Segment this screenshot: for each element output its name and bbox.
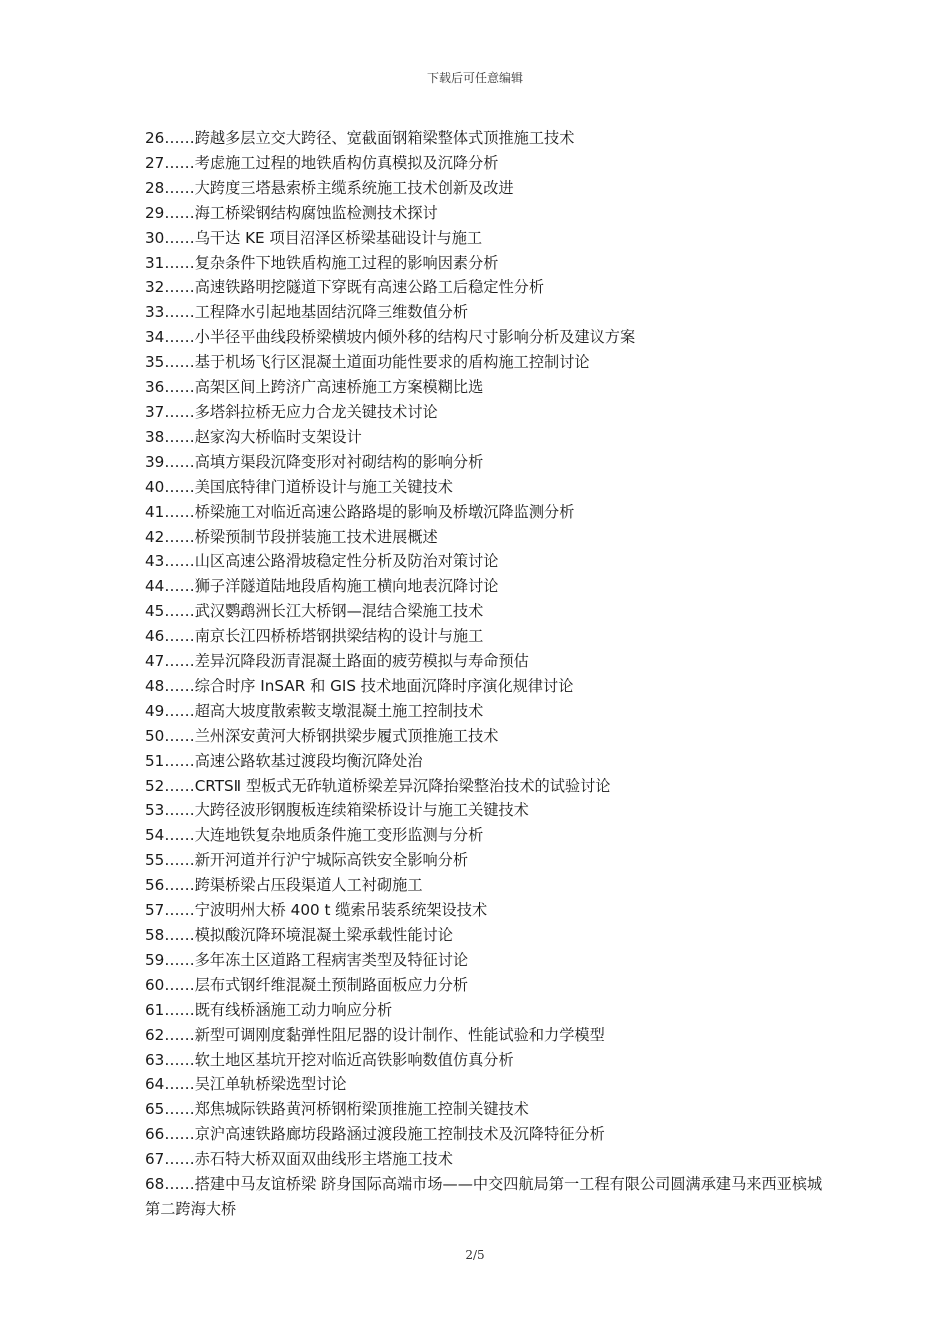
list-item: 57……宁波明州大桥 400 t 缆索吊装系统架设技术 — [145, 901, 488, 920]
list-item: 32……高速铁路明挖隧道下穿既有高速公路工后稳定性分析 — [145, 278, 545, 297]
list-item: 65……郑焦城际铁路黄河桥钢桁梁顶推施工控制关键技术 — [145, 1100, 529, 1119]
list-item: 66……京沪高速铁路廊坊段路涵过渡段施工控制技术及沉降特征分析 — [145, 1125, 605, 1144]
list-item: 43……山区高速公路滑坡稳定性分析及防治对策讨论 — [145, 552, 499, 571]
list-item: 29……海工桥梁钢结构腐蚀监检测技术探讨 — [145, 203, 438, 222]
list-item: 56……跨渠桥梁占压段渠道人工衬砌施工 — [145, 876, 423, 895]
list-item: 52……CRTSⅡ 型板式无砟轨道桥梁差异沉降抬梁整治技术的试验讨论 — [145, 776, 611, 795]
list-item: 54……大连地铁复杂地质条件施工变形监测与分析 — [145, 826, 484, 845]
list-item: 34……小半径平曲线段桥梁横坡内倾外移的结构尺寸影响分析及建议方案 — [145, 328, 636, 347]
list-item: 64……吴江单轨桥梁选型讨论 — [145, 1075, 347, 1094]
list-item: 53……大跨径波形钢腹板连续箱梁桥设计与施工关键技术 — [145, 801, 529, 820]
list-item: 67……赤石特大桥双面双曲线形主塔施工技术 — [145, 1150, 453, 1169]
list-item: 63……软土地区基坑开挖对临近高铁影响数值仿真分析 — [145, 1050, 514, 1069]
list-item: 68……搭建中马友谊桥梁 跻身国际高端市场——中交四航局第一工程有限公司圆满承建马来西亚槟城第二跨海大桥 — [145, 1175, 823, 1218]
list-item: 37……多塔斜拉桥无应力合龙关键技术讨论 — [145, 402, 438, 421]
list-item: 36……高架区间上跨济广高速桥施工方案模糊比选 — [145, 378, 484, 397]
list-item: 30……乌干达 KE 项目沼泽区桥梁基础设计与施工 — [145, 228, 483, 247]
reference-list — [145, 126, 825, 1222]
list-item: 44……狮子洋隧道陆地段盾构施工横向地表沉降讨论 — [145, 577, 499, 596]
list-item: 38……赵家沟大桥临时支架设计 — [145, 427, 362, 446]
list-item: 26……跨越多层立交大跨径、宽截面钢箱梁整体式顶推施工技术 — [145, 129, 575, 147]
list-item: 41……桥梁施工对临近高速公路路堤的影响及桥墩沉降监测分析 — [145, 502, 575, 521]
list-item: 42……桥梁预制节段拼装施工技术进展概述 — [145, 527, 438, 546]
list-item: 47……差异沉降段沥青混凝土路面的疲劳模拟与寿命预估 — [145, 652, 529, 671]
list-item: 35……基于机场飞行区混凝土道面功能性要求的盾构施工控制讨论 — [145, 353, 590, 372]
list-item: 50……兰州深安黄河大桥钢拱梁步履式顶推施工技术 — [145, 726, 499, 745]
list-item: 58……模拟酸沉降环境混凝土梁承载性能讨论 — [145, 926, 453, 944]
page-number: 2/5 — [465, 1248, 485, 1262]
list-item: 55……新开河道并行沪宁城际高铁安全影响分析 — [145, 851, 469, 870]
list-item: 27……考虑施工过程的地铁盾构仿真模拟及沉降分析 — [145, 153, 499, 172]
page-header: 下载后可任意编辑 — [426, 71, 523, 85]
list-item: 33……工程降水引起地基固结沉降三维数值分析 — [145, 303, 469, 322]
list-item: 46……南京长江四桥桥塔钢拱梁结构的设计与施工 — [145, 627, 484, 646]
list-item: 49……超高大坡度散索鞍支墩混凝土施工控制技术 — [145, 701, 484, 720]
list-item: 39……高填方渠段沉降变形对衬砌结构的影响分析 — [145, 452, 484, 471]
list-item: 40……美国底特律门道桥设计与施工关键技术 — [145, 477, 453, 496]
list-item: 31……复杂条件下地铁盾构施工过程的影响因素分析 — [145, 253, 499, 272]
list-item: 60……层布式钢纤维混凝土预制路面板应力分析 — [145, 975, 469, 994]
list-item: 51……高速公路软基过渡段均衡沉降处治 — [145, 751, 423, 770]
list-item: 45……武汉鹦鹉洲长江大桥钢—混结合梁施工技术 — [145, 602, 484, 621]
list-item: 62……新型可调刚度黏弹性阻尼器的设计制作、性能试验和力学模型 — [145, 1025, 605, 1044]
list-item: 59……多年冻土区道路工程病害类型及特征讨论 — [145, 950, 469, 969]
list-item: 61……既有线桥涵施工动力响应分析 — [145, 1000, 393, 1019]
list-item: 48……综合时序 InSAR 和 GIS 技术地面沉降时序演化规律讨论 — [145, 676, 574, 695]
list-item: 28……大跨度三塔悬索桥主缆系统施工技术创新及改进 — [145, 178, 514, 197]
